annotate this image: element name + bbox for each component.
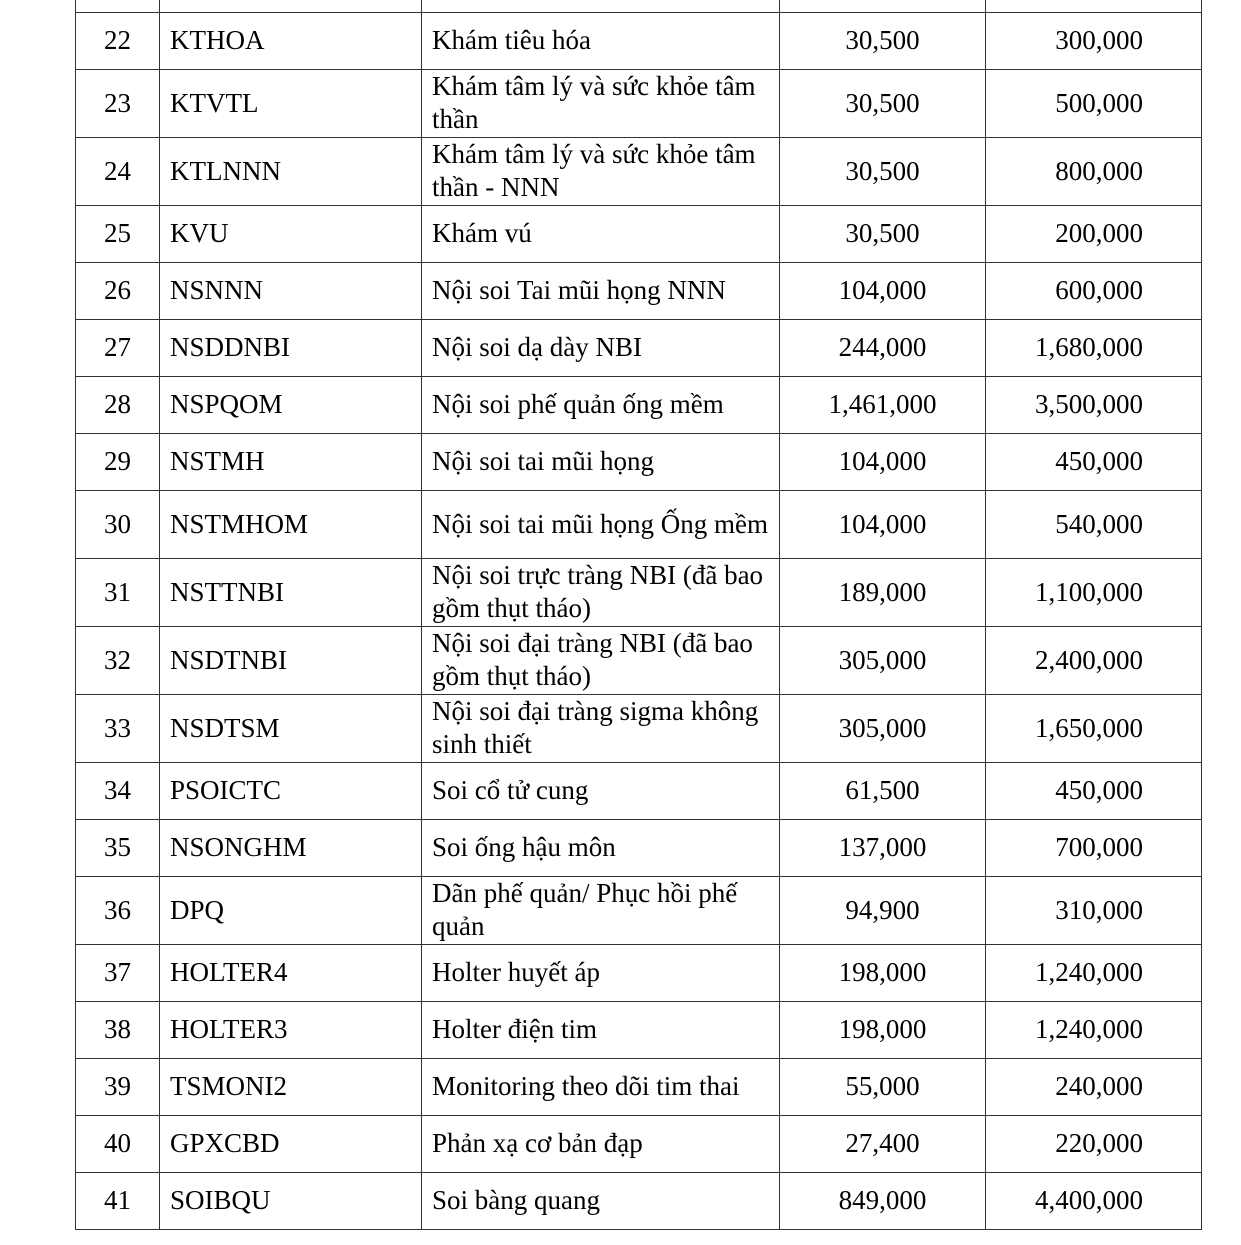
service-price: 1,680,000	[986, 319, 1202, 376]
cell-partial	[160, 0, 422, 12]
insurance-price: 30,500	[780, 137, 986, 205]
table-row	[76, 433, 1202, 490]
table-row	[76, 694, 1202, 762]
insurance-price: 1,461,000	[780, 376, 986, 433]
service-price: 310,000	[986, 876, 1202, 944]
table-row-partial	[76, 0, 1202, 12]
service-code: NSTMHOM	[160, 490, 422, 558]
service-price: 240,000	[986, 1058, 1202, 1115]
table-row	[76, 205, 1202, 262]
service-code: KTLNNN	[160, 137, 422, 205]
service-code: NSPQOM	[160, 376, 422, 433]
insurance-price: 305,000	[780, 626, 986, 694]
table-row	[76, 319, 1202, 376]
service-code: NSDDNBI	[160, 319, 422, 376]
service-price: 200,000	[986, 205, 1202, 262]
row-number: 39	[76, 1058, 160, 1115]
table-row	[76, 876, 1202, 944]
row-number: 31	[76, 558, 160, 626]
insurance-price: 244,000	[780, 319, 986, 376]
table-row	[76, 376, 1202, 433]
row-number: 34	[76, 762, 160, 819]
insurance-price: 198,000	[780, 944, 986, 1001]
service-price: 450,000	[986, 762, 1202, 819]
row-number: 40	[76, 1115, 160, 1172]
service-code: HOLTER4	[160, 944, 422, 1001]
cell-partial	[76, 0, 160, 12]
service-name: Holter huyết áp	[422, 944, 780, 1001]
service-code: DPQ	[160, 876, 422, 944]
service-price: 4,400,000	[986, 1172, 1202, 1229]
service-name: Holter điện tim	[422, 1001, 780, 1058]
table-row	[76, 944, 1202, 1001]
row-number: 23	[76, 69, 160, 137]
service-code: GPXCBD	[160, 1115, 422, 1172]
insurance-price: 30,500	[780, 69, 986, 137]
service-price: 540,000	[986, 490, 1202, 558]
service-price: 300,000	[986, 12, 1202, 69]
service-price: 1,240,000	[986, 944, 1202, 1001]
service-price: 3,500,000	[986, 376, 1202, 433]
service-name: Nội soi trực tràng NBI (đã bao gồm thụt tháo)	[422, 558, 780, 626]
service-name: Nội soi đại tràng NBI (đã bao gồm thụt tháo)	[422, 626, 780, 694]
row-number: 38	[76, 1001, 160, 1058]
service-price: 600,000	[986, 262, 1202, 319]
row-number: 25	[76, 205, 160, 262]
table-row	[76, 12, 1202, 69]
row-number: 27	[76, 319, 160, 376]
table-row	[76, 819, 1202, 876]
table-body	[76, 0, 1202, 1229]
service-code: NSDTSM	[160, 694, 422, 762]
insurance-price: 849,000	[780, 1172, 986, 1229]
service-name: Nội soi đại tràng sigma không sinh thiết	[422, 694, 780, 762]
service-name: Nội soi Tai mũi họng NNN	[422, 262, 780, 319]
row-number: 37	[76, 944, 160, 1001]
row-number: 28	[76, 376, 160, 433]
insurance-price: 198,000	[780, 1001, 986, 1058]
insurance-price: 104,000	[780, 433, 986, 490]
insurance-price: 30,500	[780, 205, 986, 262]
service-name: Nội soi dạ dày NBI	[422, 319, 780, 376]
table-row	[76, 1001, 1202, 1058]
service-code: NSTTNBI	[160, 558, 422, 626]
insurance-price: 305,000	[780, 694, 986, 762]
table-row	[76, 262, 1202, 319]
service-price: 500,000	[986, 69, 1202, 137]
table-row	[76, 1115, 1202, 1172]
service-code: SOIBQU	[160, 1172, 422, 1229]
insurance-price: 189,000	[780, 558, 986, 626]
row-number: 36	[76, 876, 160, 944]
insurance-price: 137,000	[780, 819, 986, 876]
insurance-price: 104,000	[780, 490, 986, 558]
cell-partial	[780, 0, 986, 12]
insurance-price: 94,900	[780, 876, 986, 944]
service-name: Khám tâm lý và sức khỏe tâm thần	[422, 69, 780, 137]
insurance-price: 27,400	[780, 1115, 986, 1172]
service-name: Nội soi tai mũi họng Ống mềm	[422, 490, 780, 558]
insurance-price: 55,000	[780, 1058, 986, 1115]
service-price: 1,650,000	[986, 694, 1202, 762]
service-code: KVU	[160, 205, 422, 262]
service-name: Khám vú	[422, 205, 780, 262]
service-name: Soi cổ tử cung	[422, 762, 780, 819]
table-row	[76, 762, 1202, 819]
service-price: 800,000	[986, 137, 1202, 205]
row-number: 24	[76, 137, 160, 205]
table-row	[76, 558, 1202, 626]
cell-partial	[422, 0, 780, 12]
service-code: TSMONI2	[160, 1058, 422, 1115]
row-number: 29	[76, 433, 160, 490]
row-number: 22	[76, 12, 160, 69]
insurance-price: 61,500	[780, 762, 986, 819]
service-name: Nội soi phế quản ống mềm	[422, 376, 780, 433]
service-name: Soi bàng quang	[422, 1172, 780, 1229]
service-code: NSONGHM	[160, 819, 422, 876]
table-row	[76, 490, 1202, 558]
service-name: Phản xạ cơ bản đạp	[422, 1115, 780, 1172]
insurance-price: 104,000	[780, 262, 986, 319]
service-code: PSOICTC	[160, 762, 422, 819]
service-code: HOLTER3	[160, 1001, 422, 1058]
row-number: 41	[76, 1172, 160, 1229]
service-name: Monitoring theo dõi tim thai	[422, 1058, 780, 1115]
insurance-price: 30,500	[780, 12, 986, 69]
service-price: 1,240,000	[986, 1001, 1202, 1058]
table-row	[76, 1058, 1202, 1115]
service-code: NSNNN	[160, 262, 422, 319]
cell-partial	[986, 0, 1202, 12]
service-price: 700,000	[986, 819, 1202, 876]
service-price: 220,000	[986, 1115, 1202, 1172]
service-code: KTHOA	[160, 12, 422, 69]
service-name: Dãn phế quản/ Phục hồi phế quản	[422, 876, 780, 944]
table-row	[76, 626, 1202, 694]
row-number: 33	[76, 694, 160, 762]
table-row	[76, 137, 1202, 205]
table-row	[76, 69, 1202, 137]
service-name: Khám tâm lý và sức khỏe tâm thần - NNN	[422, 137, 780, 205]
service-code: NSDTNBI	[160, 626, 422, 694]
service-price: 2,400,000	[986, 626, 1202, 694]
price-table	[75, 0, 1202, 1230]
service-price: 1,100,000	[986, 558, 1202, 626]
service-price: 450,000	[986, 433, 1202, 490]
row-number: 35	[76, 819, 160, 876]
service-name: Khám tiêu hóa	[422, 12, 780, 69]
row-number: 30	[76, 490, 160, 558]
service-name: Soi ống hậu môn	[422, 819, 780, 876]
service-code: KTVTL	[160, 69, 422, 137]
row-number: 26	[76, 262, 160, 319]
service-code: NSTMH	[160, 433, 422, 490]
table-row	[76, 1172, 1202, 1229]
row-number: 32	[76, 626, 160, 694]
service-name: Nội soi tai mũi họng	[422, 433, 780, 490]
